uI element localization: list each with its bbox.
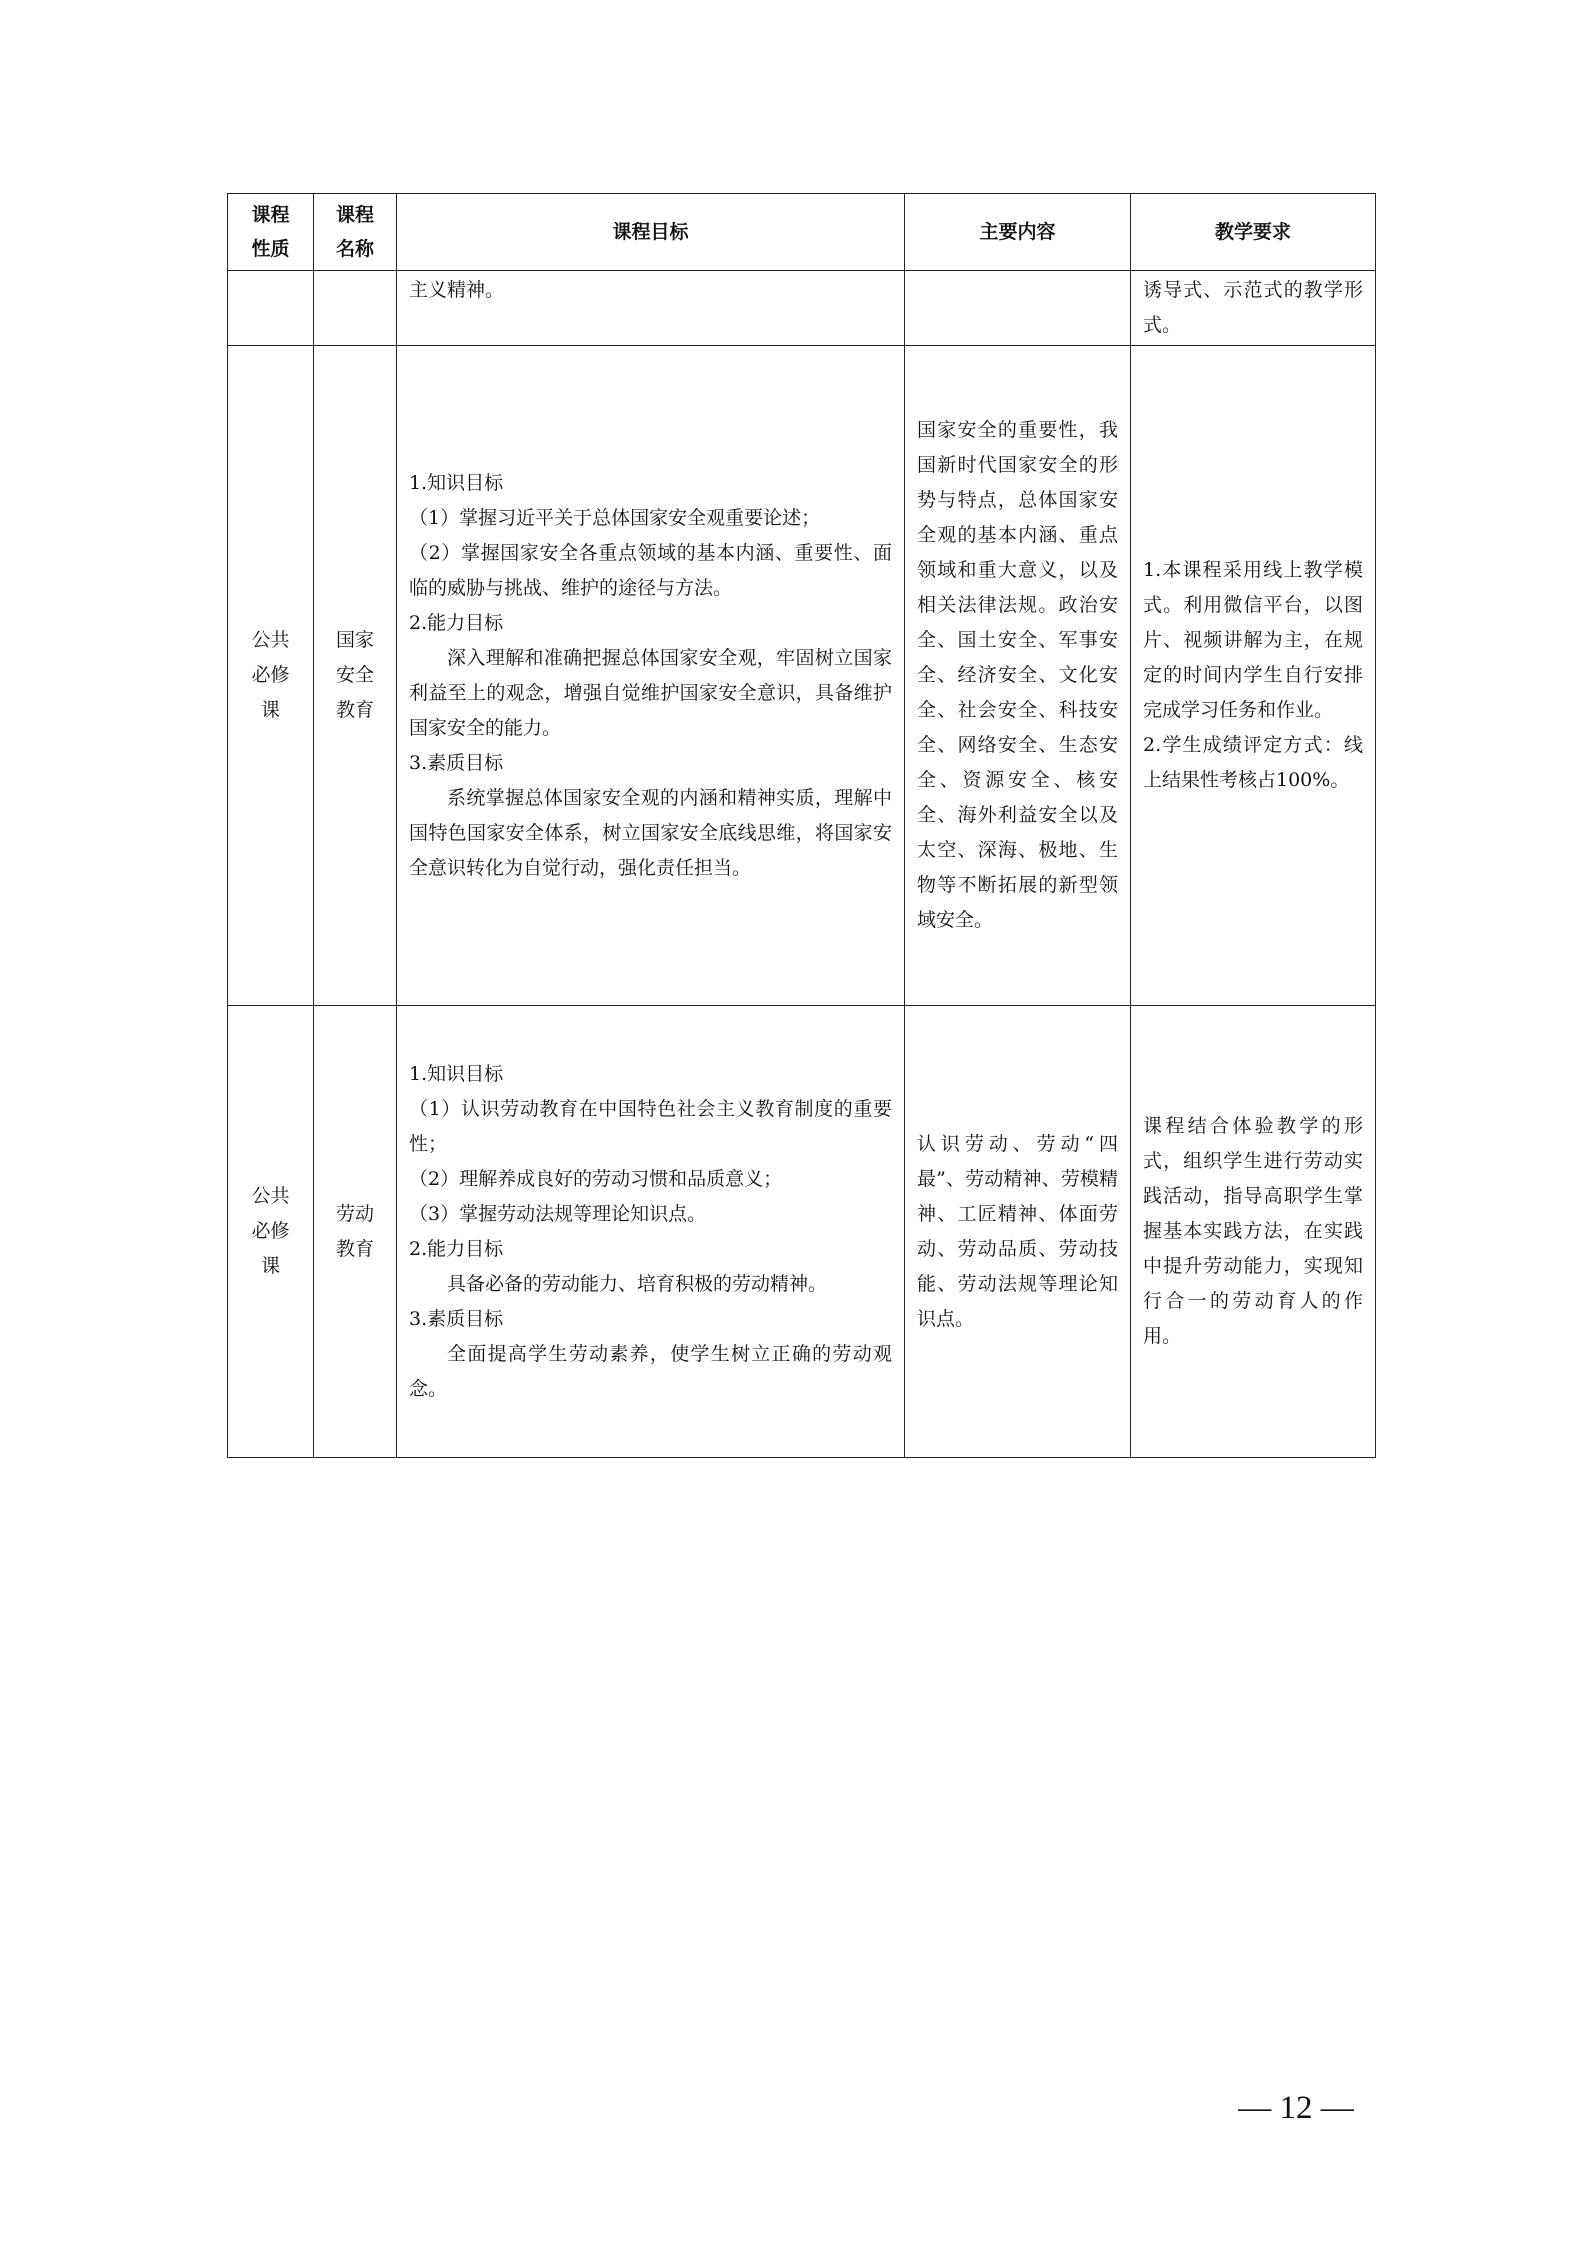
goal-line: 系统掌握总体国家安全观的内涵和精神实质，理解中国特色国家安全体系，树立国家安全底线思维，将国家安全意识转化为自觉行动，强化责任担当。 bbox=[409, 786, 892, 879]
goal-line: 2.能力目标 bbox=[409, 611, 504, 634]
cell-goals: 主义精神。 bbox=[397, 271, 905, 346]
page-number: — 12 — bbox=[1238, 2090, 1354, 2126]
header-main-content: 主要内容 bbox=[905, 194, 1131, 271]
cell-requirements: 诱导式、示范式的教学形式。 bbox=[1131, 271, 1376, 346]
goal-line: 3.素质目标 bbox=[409, 1307, 504, 1330]
header-course-goals: 课程目标 bbox=[397, 194, 905, 271]
goal-line: （1）掌握习近平关于总体国家安全观重要论述； bbox=[409, 506, 821, 529]
cell-nature: 公共 必修 课 bbox=[228, 1006, 314, 1458]
goal-line: 1.知识目标 bbox=[409, 1062, 504, 1085]
table-row-continuation bbox=[228, 271, 1376, 346]
cell-content: 认识劳动、劳动“四最”、劳动精神、劳模精神、工匠精神、体面劳动、劳动品质、劳动技能、劳动法规等理论知识点。 bbox=[905, 1006, 1131, 1458]
cell-nature: 公共 必修 课 bbox=[228, 346, 314, 1006]
goal-line: 2.能力目标 bbox=[409, 1237, 504, 1260]
goal-line: （1）认识劳动教育在中国特色社会主义教育制度的重要性； bbox=[409, 1097, 892, 1155]
header-course-nature: 课程 性质 bbox=[228, 194, 314, 271]
header-teaching-requirements: 教学要求 bbox=[1131, 194, 1376, 271]
header-course-name: 课程 名称 bbox=[314, 194, 397, 271]
cell-name bbox=[314, 271, 397, 346]
cell-goals bbox=[397, 1006, 905, 1458]
cell-requirements: 1.本课程采用线上教学模式。利用微信平台，以图片、视频讲解为主，在规定的时间内学生自行安排完成学习任务和作业。 2.学生成绩评定方式：线上结果性考核占100%。 bbox=[1131, 346, 1376, 1006]
cell-name: 劳动 教育 bbox=[314, 1006, 397, 1458]
goal-line: （2）理解养成良好的劳动习惯和品质意义； bbox=[409, 1167, 783, 1190]
table-row bbox=[228, 346, 1376, 1006]
cell-content bbox=[905, 271, 1131, 346]
table-row bbox=[228, 1006, 1376, 1458]
cell-content: 国家安全的重要性，我国新时代国家安全的形势与特点，总体国家安全观的基本内涵、重点领域和重大意义，以及相关法律法规。政治安全、国土安全、军事安全、经济安全、文化安全、社会安全、科技安全、网络安全、生态安全、资源安全、核安全、海外利益安全以及太空、深海、极地、生物等不断拓展的新型领域安全。 bbox=[905, 346, 1131, 1006]
goal-line: （2）掌握国家安全各重点领域的基本内涵、重要性、面临的威胁与挑战、维护的途径与方法。 bbox=[409, 541, 892, 599]
goal-line: 1.知识目标 bbox=[409, 471, 504, 494]
cell-requirements: 课程结合体验教学的形式，组织学生进行劳动实践活动，指导高职学生掌握基本实践方法，在实践中提升劳动能力，实现知行合一的劳动育人的作用。 bbox=[1131, 1006, 1376, 1458]
table-header-row bbox=[228, 194, 1376, 271]
goal-line: 3.素质目标 bbox=[409, 751, 504, 774]
goal-line: 深入理解和准确把握总体国家安全观，牢固树立国家利益至上的观念，增强自觉维护国家安全意识，具备维护国家安全的能力。 bbox=[409, 646, 892, 739]
cell-goals bbox=[397, 346, 905, 1006]
cell-name: 国家 安全 教育 bbox=[314, 346, 397, 1006]
goal-line: （3）掌握劳动法规等理论知识点。 bbox=[409, 1202, 707, 1225]
goal-line: 具备必备的劳动能力、培育积极的劳动精神。 bbox=[447, 1272, 828, 1295]
course-table bbox=[227, 193, 1376, 1458]
goal-line: 全面提高学生劳动素养，使学生树立正确的劳动观念。 bbox=[409, 1342, 892, 1400]
cell-nature bbox=[228, 271, 314, 346]
